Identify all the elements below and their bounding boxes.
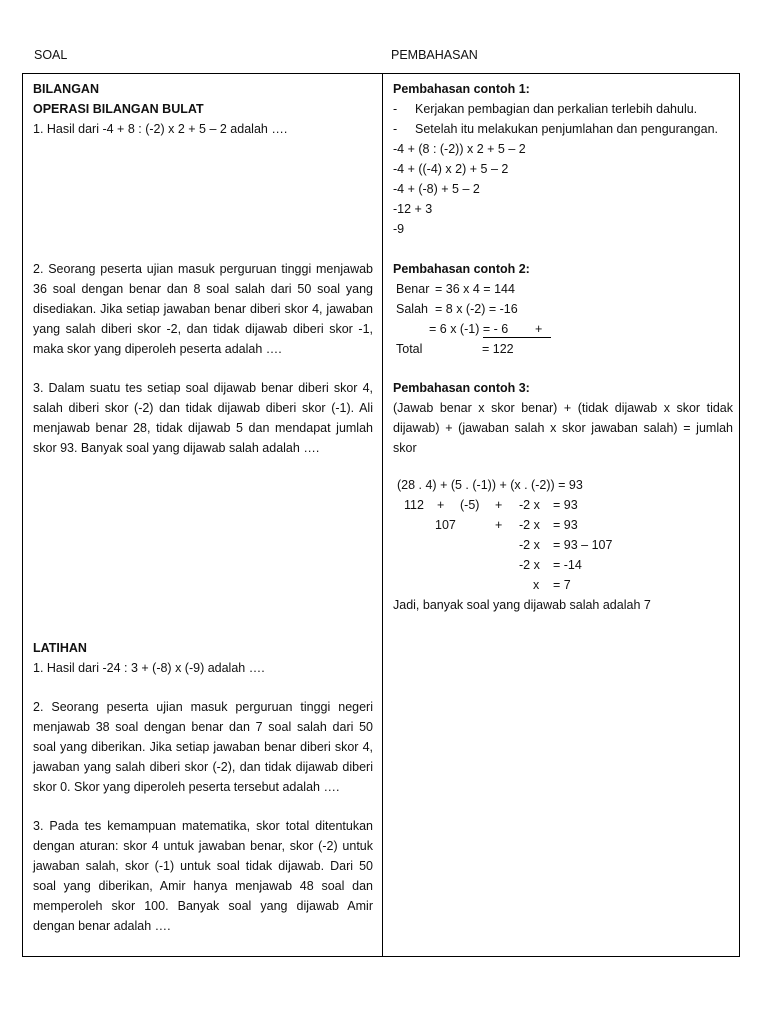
solution-3-rule: (Jawab benar x skor benar) + (tidak dijawab x skor tidak xyxy=(393,401,733,415)
column-divider xyxy=(382,74,383,956)
tidak-dijawab-expression: = 6 x (-1) = - 6 xyxy=(429,322,509,336)
worksheet-table xyxy=(22,73,740,957)
eq-result: = 7 xyxy=(553,578,571,592)
bullet-dash: - xyxy=(393,122,398,136)
question-3-line: 3. Dalam suatu tes setiap soal dijawab benar diberi skor 4, xyxy=(33,381,373,395)
eq-result: = 93 xyxy=(553,518,578,532)
exercise-3-line: soal yang diberikan, Amir hanya menjawab 48 soal dan xyxy=(33,879,373,893)
benar-label: Benar xyxy=(396,282,430,296)
exercise-3-line: 3. Pada tes kemampuan matematika, skor total ditentukan xyxy=(33,819,373,833)
exercise-3-line: dengan benar adalah …. xyxy=(33,919,171,933)
solution-1-title: Pembahasan contoh 1: xyxy=(393,82,530,96)
exercise-2-line: 2. Seorang peserta ujian masuk perguruan tinggi negeri xyxy=(33,700,373,714)
exercise-2-line: menjawab 38 soal dengan benar dan 7 soal salah dari 50 xyxy=(33,720,373,734)
question-2-line: maka skor yang diperoleh peserta adalah …. xyxy=(33,342,282,356)
solution-1-step: -12 + 3 xyxy=(393,202,433,216)
section-title-latihan: LATIHAN xyxy=(33,641,87,655)
solution-3-rule: dijawab) + (jawaban salah x skor jawaban salah) = jumlah xyxy=(393,421,733,435)
eq-term: x xyxy=(533,578,540,592)
solution-3-title: Pembahasan contoh 3: xyxy=(393,381,530,395)
question-3-line: menjawab benar 28, tidak dijawab 5 dan mendapat jumlah xyxy=(33,421,373,435)
solution-1-step: -4 + (8 : (-2)) x 2 + 5 – 2 xyxy=(393,142,526,156)
total-value: = 122 xyxy=(482,342,514,356)
eq-term: -2 x xyxy=(519,518,540,532)
exercise-2-line: soal yang diberikan. Jika setiap jawaban benar diberi skor 4, xyxy=(33,740,373,754)
eq-term: 112 xyxy=(404,498,424,512)
salah-expression: = 8 x (-2) = -16 xyxy=(435,302,518,316)
eq-result: = -14 xyxy=(553,558,582,572)
section-title-bilangan: BILANGAN xyxy=(33,82,99,96)
question-3-line: salah diberi skor (-2) dan tidak dijawab diberi skor (-1). Ali xyxy=(33,401,373,415)
plus-sign: + xyxy=(535,322,543,336)
eq-operator: + xyxy=(437,498,445,512)
eq-term: (-5) xyxy=(460,498,480,512)
eq-term: -2 x xyxy=(519,558,540,572)
exercise-2-line: jawaban yang salah diberi skor (-2), dan tidak dijawab diberi xyxy=(33,760,373,774)
eq-result: = 93 – 107 xyxy=(553,538,613,552)
question-2-line: 2. Seorang peserta ujian masuk perguruan tinggi menjawab xyxy=(33,262,373,276)
benar-expression: = 36 x 4 = 144 xyxy=(435,282,515,296)
eq-term: -2 x xyxy=(519,538,540,552)
exercise-3-line: memperoleh skor 100. Banyak soal yang dijawab Amir xyxy=(33,899,373,913)
solution-1-step: -4 + ((-4) x 2) + 5 – 2 xyxy=(393,162,509,176)
solution-2-title: Pembahasan contoh 2: xyxy=(393,262,530,276)
solution-3-conclusion: Jadi, banyak soal yang dijawab salah adalah 7 xyxy=(393,598,651,612)
eq-term: 107 xyxy=(435,518,456,532)
total-label: Total xyxy=(396,342,423,356)
salah-label: Salah xyxy=(396,302,428,316)
bullet-dash: - xyxy=(393,102,398,116)
solution-1-step: -4 + (-8) + 5 – 2 xyxy=(393,182,480,196)
eq-operator: + xyxy=(495,498,503,512)
question-3-line: skor 93. Banyak soal yang dijawab salah adalah …. xyxy=(33,441,320,455)
column-header-soal: SOAL xyxy=(34,48,68,62)
solution-1-step: -9 xyxy=(393,222,405,236)
exercise-2-line: skor 0. Skor yang diperoleh peserta tersebut adalah …. xyxy=(33,780,340,794)
question-2-line: yang salah diberi skor -2, dan tidak dijawab diberi skor -1, xyxy=(33,322,373,336)
eq-term: -2 x xyxy=(519,498,540,512)
question-2-line: disediakan. Jika setiap jawaban benar diberi skor 4, jawaban xyxy=(33,302,373,316)
solution-3-equation: (28 . 4) + (5 . (-1)) + (x . (-2)) = 93 xyxy=(397,478,583,492)
solution-1-bullet: Kerjakan pembagian dan perkalian terlebih dahulu. xyxy=(415,102,698,116)
question-2-line: 36 soal dengan benar dan 8 soal salah dari 50 soal yang xyxy=(33,282,373,296)
exercise-1: 1. Hasil dari -24 : 3 + (-8) x (-9) adalah …. xyxy=(33,661,265,675)
eq-result: = 93 xyxy=(553,498,578,512)
eq-operator: + xyxy=(495,518,503,532)
section-title-operasi: OPERASI BILANGAN BULAT xyxy=(33,102,204,116)
exercise-3-line: jawaban salah, skor (-1) untuk soal tidak dijawab. Dari 50 xyxy=(33,859,373,873)
exercise-3-line: dengan aturan: skor 4 untuk jawaban benar, skor (-2) untuk xyxy=(33,839,373,853)
question-1: 1. Hasil dari -4 + 8 : (-2) x 2 + 5 – 2 adalah …. xyxy=(33,122,288,136)
sum-underline xyxy=(483,337,551,338)
column-header-pembahasan: PEMBAHASAN xyxy=(391,48,478,62)
solution-3-rule: skor xyxy=(393,441,417,455)
solution-1-bullet: Setelah itu melakukan penjumlahan dan pengurangan. xyxy=(415,122,719,136)
